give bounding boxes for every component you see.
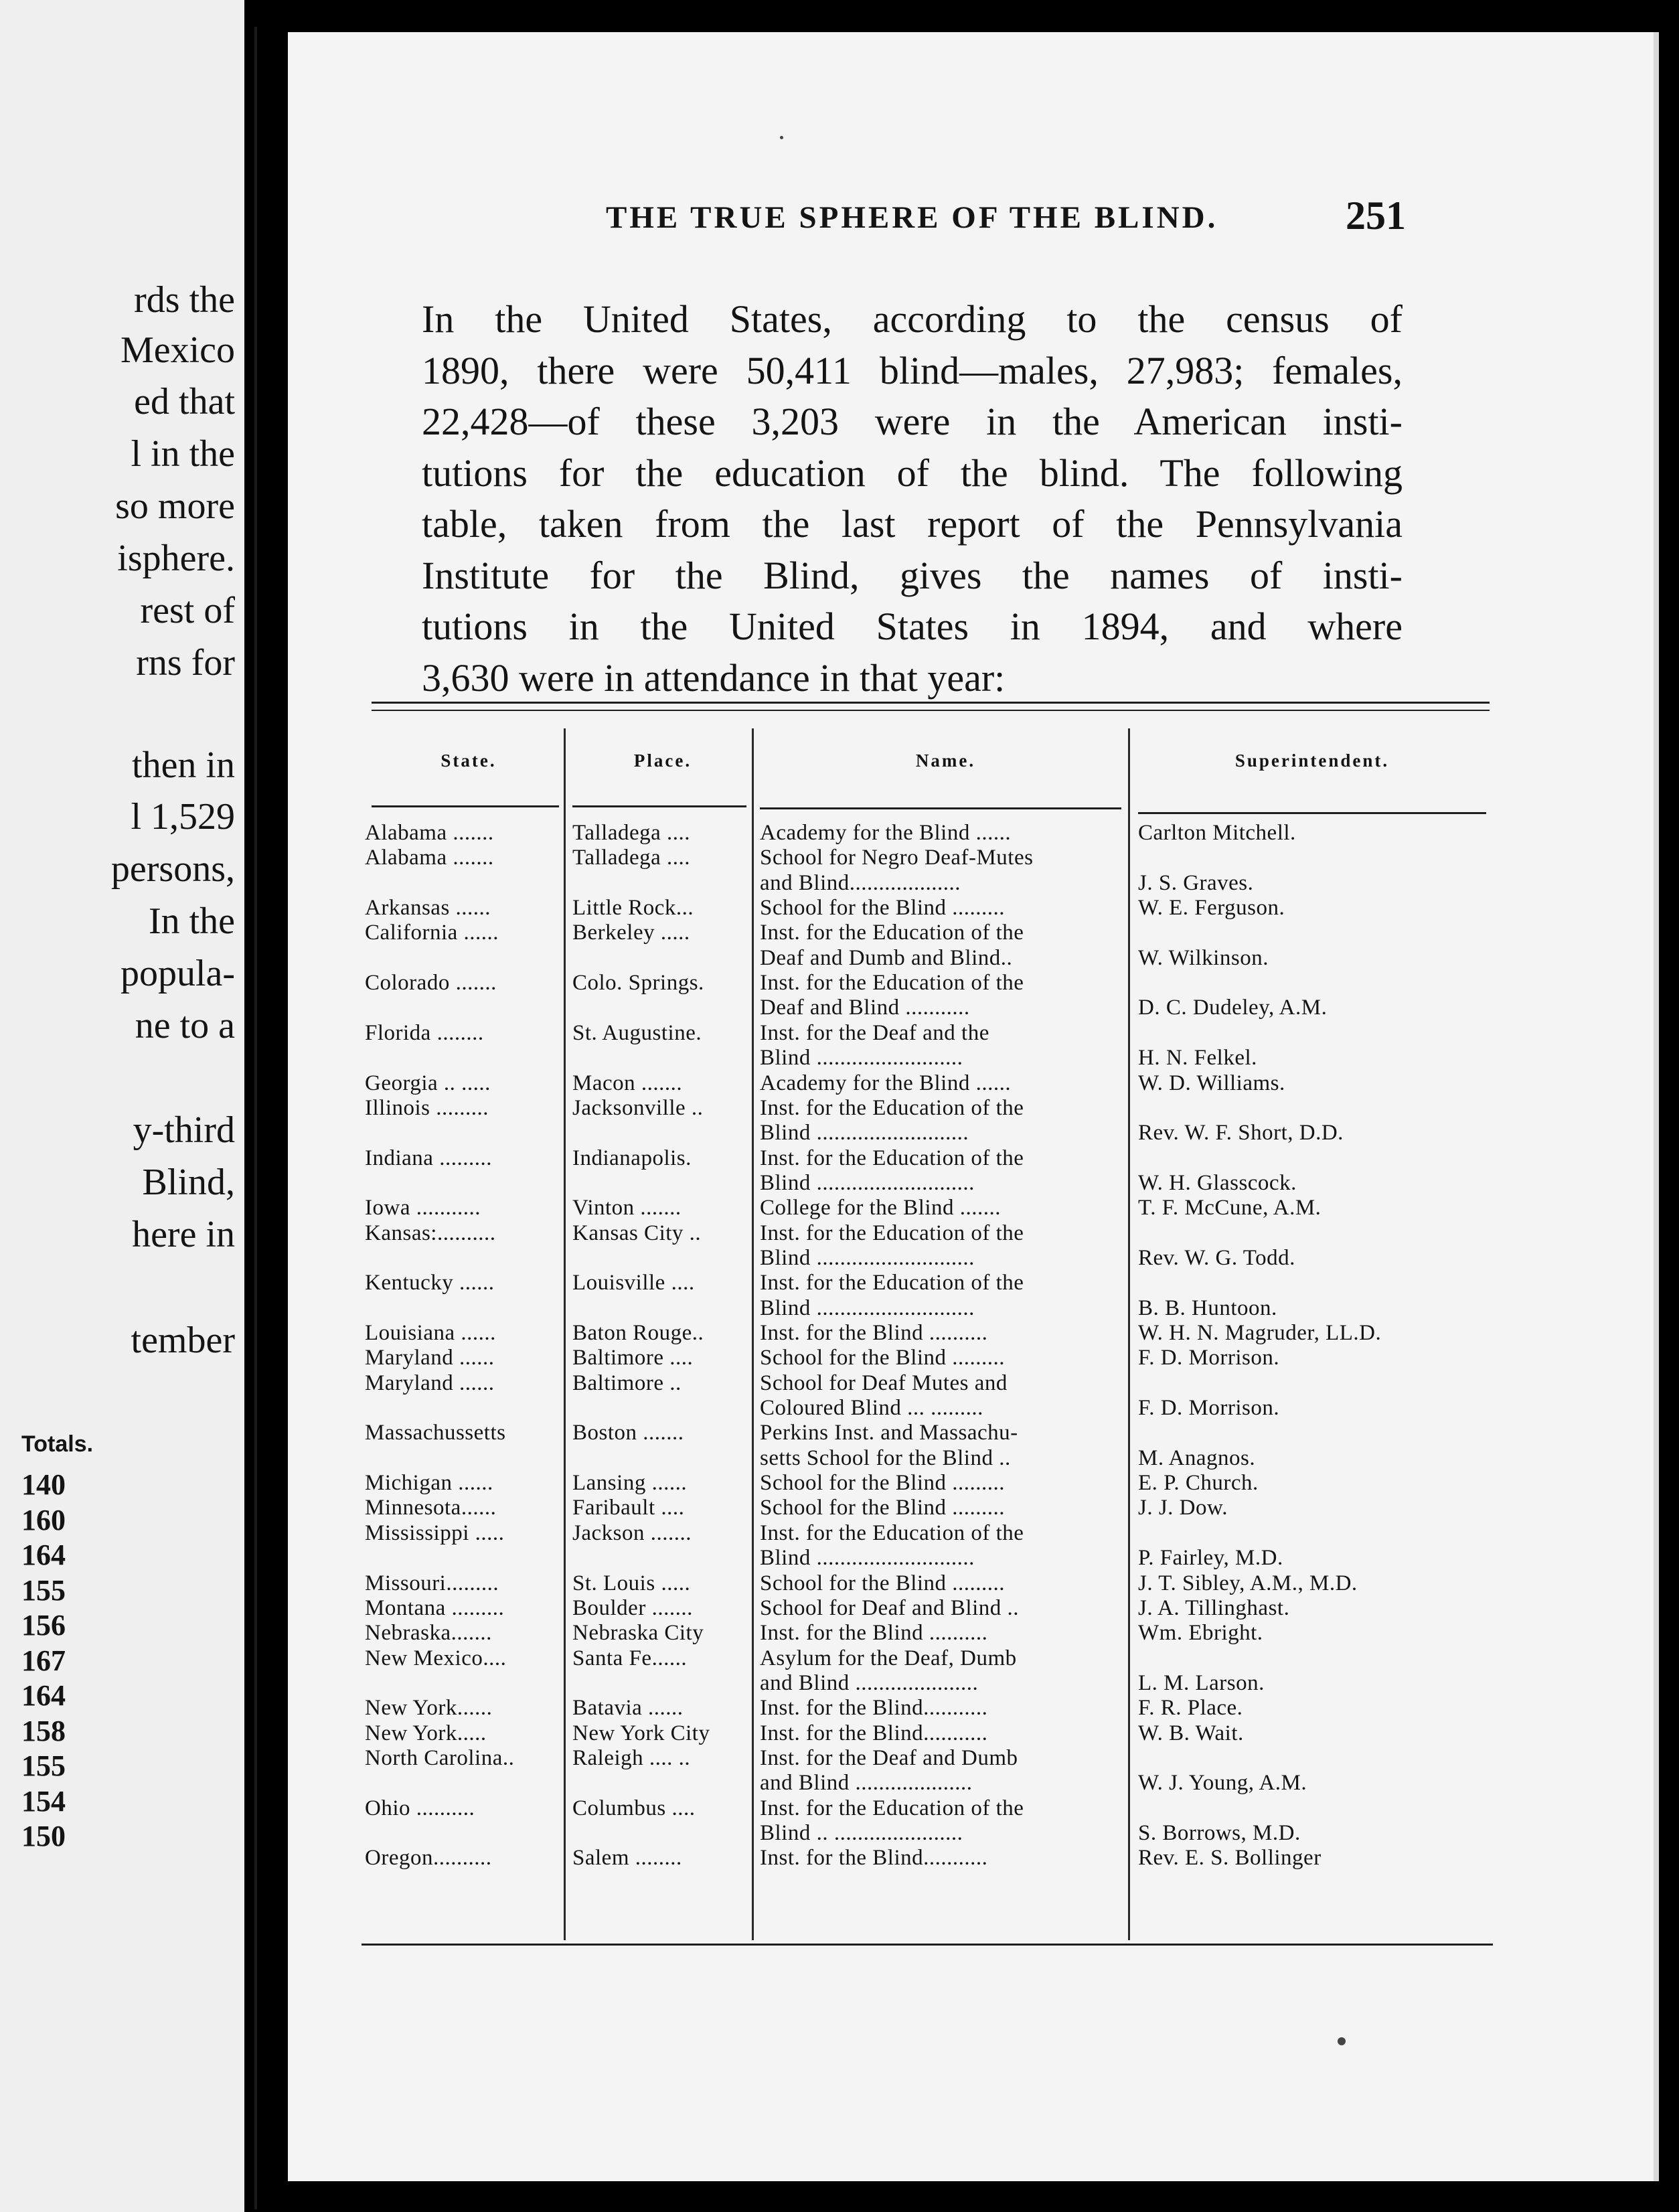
facing-page-line: here in <box>132 1214 235 1255</box>
superintendent-cell: W. H. Glasscock. <box>1138 1170 1297 1195</box>
state-cell: Missouri......... <box>365 1571 499 1595</box>
place-cell: Boulder ....... <box>572 1595 693 1620</box>
superintendent-cell: Carlton Mitchell. <box>1138 821 1296 845</box>
name-cell: and Blind................... <box>760 870 961 895</box>
superintendent-cell: E. P. Church. <box>1138 1471 1259 1496</box>
state-cell: North Carolina.. <box>365 1745 515 1770</box>
facing-page-line: l in the <box>131 433 235 475</box>
name-cell: Blind ........................... <box>760 1546 975 1571</box>
name-cell: Academy for the Blind ...... <box>760 821 1012 845</box>
place-cell: Vinton ....... <box>572 1196 682 1220</box>
name-cell: Inst. for the Education of the <box>760 1220 1024 1245</box>
superintendent-cell: Rev. W. F. Short, D.D. <box>1138 1121 1344 1146</box>
name-cell: Inst. for the Blind .......... <box>760 1621 988 1646</box>
superintendent-cell: B. B. Huntoon. <box>1138 1295 1277 1320</box>
total-value: 155 <box>21 1573 66 1607</box>
name-cell: Blind ........................... <box>760 1295 975 1320</box>
state-cell: Arkansas ...... <box>365 896 491 921</box>
intro-line: Institute for the Blind, gives the names of insti- <box>422 553 1403 597</box>
intro-line: In the United States, according to the census of <box>422 297 1403 341</box>
name-cell: Inst. for the Education of the <box>760 1095 1024 1120</box>
print-speck <box>780 136 783 139</box>
name-cell: School for the Blind ......... <box>760 1471 1006 1496</box>
state-cell: Florida ........ <box>365 1020 484 1045</box>
place-cell: Santa Fe...... <box>572 1646 688 1670</box>
state-cell: Iowa ........... <box>365 1196 481 1220</box>
place-cell: Lansing ...... <box>572 1471 688 1496</box>
superintendent-cell: F. R. Place. <box>1138 1696 1243 1721</box>
name-cell: Asylum for the Deaf, Dumb <box>760 1646 1017 1670</box>
state-cell: Michigan ...... <box>365 1471 493 1496</box>
header-name: Name. <box>915 750 976 771</box>
facing-page-line: ed that <box>134 381 235 422</box>
superintendent-cell: W. E. Ferguson. <box>1138 896 1285 921</box>
place-cell: Louisville .... <box>572 1271 695 1295</box>
superintendent-cell: Rev. E. S. Bollinger <box>1138 1846 1322 1871</box>
superintendent-cell: J. S. Graves. <box>1138 870 1254 895</box>
header-state: State. <box>441 750 497 771</box>
intro-line: 3,630 were in attendance in that year: <box>422 655 1006 700</box>
place-cell: Little Rock... <box>572 896 694 921</box>
intro-line: 22,428—of these 3,203 were in the American insti- <box>422 400 1403 443</box>
state-cell: Kansas:.......... <box>365 1220 496 1245</box>
name-cell: Deaf and Blind ........... <box>760 996 970 1020</box>
state-cell: New York...... <box>365 1696 493 1721</box>
name-cell: School for the Blind ......... <box>760 896 1006 921</box>
superintendent-cell: J. A. Tillinghast. <box>1138 1595 1290 1620</box>
place-cell: Talladega .... <box>572 846 691 870</box>
place-cell: Baltimore .. <box>572 1370 682 1395</box>
name-cell: Inst. for the Education of the <box>760 1796 1024 1820</box>
superintendent-cell: W. D. Williams. <box>1138 1071 1285 1095</box>
place-cell: Baton Rouge.. <box>572 1321 704 1345</box>
place-cell: Raleigh .... .. <box>572 1745 691 1770</box>
state-cell: Indiana ......... <box>365 1146 492 1170</box>
place-cell: Indianapolis. <box>572 1146 692 1170</box>
superintendent-cell: F. D. Morrison. <box>1138 1396 1280 1421</box>
state-cell: Alabama ....... <box>365 846 494 870</box>
page-number: 251 <box>1346 193 1406 238</box>
total-value: 158 <box>21 1714 66 1747</box>
superintendent-cell: T. F. McCune, A.M. <box>1138 1196 1322 1220</box>
running-head: THE TRUE SPHERE OF THE BLIND. <box>606 200 1218 235</box>
superintendent-cell: W. H. N. Magruder, LL.D. <box>1138 1321 1382 1345</box>
total-value: 150 <box>21 1820 66 1852</box>
place-cell: Columbus .... <box>572 1796 696 1820</box>
facing-page-line: In the <box>148 900 235 942</box>
table-top-rule <box>372 702 1490 704</box>
place-cell: Salem ........ <box>572 1846 682 1871</box>
superintendent-cell: W. Wilkinson. <box>1138 945 1269 970</box>
superintendent-cell: J. J. Dow. <box>1138 1496 1228 1520</box>
superintendent-cell: J. T. Sibley, A.M., M.D. <box>1138 1571 1358 1595</box>
name-cell: Coloured Blind ... ......... <box>760 1396 983 1421</box>
name-cell: Deaf and Dumb and Blind.. <box>760 945 1013 970</box>
name-cell: School for Deaf and Blind .. <box>760 1595 1020 1620</box>
facing-page-line: Blind, <box>142 1162 235 1203</box>
header-place: Place. <box>633 750 692 771</box>
state-cell: Alabama ....... <box>365 821 494 845</box>
name-cell: Blind .......................... <box>760 1121 969 1146</box>
total-value: 167 <box>21 1644 66 1677</box>
name-cell: School for the Blind ......... <box>760 1571 1006 1595</box>
place-cell: Faribault .... <box>572 1496 685 1520</box>
name-cell: setts School for the Blind .. <box>760 1445 1011 1470</box>
superintendent-cell: L. M. Larson. <box>1138 1670 1265 1695</box>
superintendent-cell: S. Borrows, M.D. <box>1138 1821 1301 1845</box>
intro-line: 1890, there were 50,411 blind—males, 27,983; females, <box>422 348 1403 392</box>
facing-page-line: ne to a <box>135 1005 235 1046</box>
state-cell: Minnesota...... <box>365 1496 497 1520</box>
state-cell: Mississippi ..... <box>365 1520 505 1545</box>
name-cell: Inst. for the Education of the <box>760 1271 1024 1295</box>
name-cell: School for Deaf Mutes and <box>760 1370 1008 1395</box>
facing-page-line: tember <box>131 1320 235 1361</box>
name-cell: School for Negro Deaf-Mutes <box>760 846 1034 870</box>
name-cell: School for the Blind ......... <box>760 1346 1006 1370</box>
facing-page-line: then in <box>132 744 235 786</box>
name-cell: Blind ........................... <box>760 1245 975 1270</box>
facing-page-line: y-third <box>133 1109 235 1151</box>
place-cell: Jacksonville .. <box>572 1095 704 1120</box>
state-cell: Kentucky ...... <box>365 1271 495 1295</box>
superintendent-cell: M. Anagnos. <box>1138 1445 1256 1470</box>
place-cell: Nebraska City <box>572 1621 704 1646</box>
place-cell: Kansas City .. <box>572 1220 702 1245</box>
superintendent-cell: F. D. Morrison. <box>1138 1346 1280 1370</box>
total-value: 164 <box>21 1679 66 1712</box>
name-cell: Academy for the Blind ...... <box>760 1071 1012 1095</box>
page <box>288 32 1654 2181</box>
state-cell: Illinois ......... <box>365 1095 489 1120</box>
state-cell: Oregon.......... <box>365 1846 492 1871</box>
table-top-rule-2 <box>372 710 1490 711</box>
header-underline-place <box>572 805 746 807</box>
name-cell: Blind ........................... <box>760 1170 975 1195</box>
intro-line: table, taken from the last report of the Pennsylvania <box>422 502 1403 546</box>
page-edge <box>1654 32 1659 2181</box>
name-cell: Blind ......................... <box>760 1046 963 1071</box>
name-cell: Inst. for the Deaf and the <box>760 1020 989 1045</box>
state-cell: Ohio .......... <box>365 1796 475 1820</box>
print-speck <box>1338 2037 1346 2045</box>
name-cell: and Blind .................... <box>760 1771 973 1796</box>
state-cell: New York..... <box>365 1721 487 1745</box>
place-cell: Boston ....... <box>572 1421 684 1445</box>
name-cell: and Blind ..................... <box>760 1670 979 1695</box>
name-cell: Inst. for the Blind........... <box>760 1846 988 1871</box>
facing-page-line: l 1,529 <box>131 796 235 838</box>
facing-page-line: isphere. <box>117 538 235 579</box>
state-cell: Louisiana ...... <box>365 1321 496 1345</box>
state-cell: Montana ......... <box>365 1595 505 1620</box>
state-cell: New Mexico.... <box>365 1646 507 1670</box>
superintendent-cell: D. C. Dudeley, A.M. <box>1138 996 1328 1020</box>
superintendent-cell: W. J. Young, A.M. <box>1138 1771 1307 1796</box>
state-cell: Massachussetts <box>365 1421 506 1445</box>
facing-page-line: Mexico <box>120 329 235 371</box>
name-cell: Inst. for the Education of the <box>760 1146 1024 1170</box>
facing-page-line: so more <box>115 485 235 527</box>
superintendent-cell: P. Fairley, M.D. <box>1138 1546 1283 1571</box>
state-cell: Colorado ....... <box>365 971 497 996</box>
total-value: 154 <box>21 1784 66 1818</box>
name-cell: School for the Blind ......... <box>760 1496 1006 1520</box>
place-cell: Batavia ...... <box>572 1696 684 1721</box>
place-cell: New York City <box>572 1721 710 1745</box>
name-cell: Inst. for the Blind........... <box>760 1721 988 1745</box>
total-value: 140 <box>21 1468 66 1501</box>
place-cell: Berkeley ..... <box>572 921 690 945</box>
place-cell: Talladega .... <box>572 821 691 845</box>
facing-page-line: rds the <box>134 279 235 321</box>
superintendent-cell: W. B. Wait. <box>1138 1721 1244 1745</box>
place-cell: Jackson ....... <box>572 1520 692 1545</box>
total-value: 164 <box>21 1538 66 1571</box>
state-cell: California ...... <box>365 921 499 945</box>
place-cell: Colo. Springs. <box>572 971 704 996</box>
place-cell: St. Augustine. <box>572 1020 702 1045</box>
state-cell: Nebraska....... <box>365 1621 492 1646</box>
state-cell: Maryland ...... <box>365 1346 495 1370</box>
book-gutter <box>254 27 257 2209</box>
superintendent-cell: H. N. Felkel. <box>1138 1046 1257 1071</box>
superintendent-cell: Rev. W. G. Todd. <box>1138 1245 1295 1270</box>
name-cell: Inst. for the Education of the <box>760 971 1024 996</box>
state-cell: Maryland ...... <box>365 1370 495 1395</box>
total-value: 156 <box>21 1609 66 1642</box>
intro-line: tutions in the United States in 1894, and where <box>422 605 1403 648</box>
state-cell: Georgia .. ..... <box>365 1071 491 1095</box>
total-value: 160 <box>21 1503 66 1536</box>
header-underline-superintendent <box>1138 812 1486 814</box>
name-cell: Inst. for the Education of the <box>760 1520 1024 1545</box>
name-cell: Inst. for the Deaf and Dumb <box>760 1745 1018 1770</box>
name-cell: Inst. for the Blind .......... <box>760 1321 988 1345</box>
superintendent-cell: Wm. Ebright. <box>1138 1621 1263 1646</box>
place-cell: Macon ....... <box>572 1071 683 1095</box>
facing-page-line: rns for <box>136 642 235 684</box>
total-value: 155 <box>21 1749 66 1782</box>
name-cell: College for the Blind ....... <box>760 1196 1002 1220</box>
header-underline-name <box>760 807 1121 809</box>
name-cell: Inst. for the Education of the <box>760 921 1024 945</box>
facing-page-line: popula- <box>120 953 235 994</box>
name-cell: Blind .. ...................... <box>760 1821 963 1845</box>
place-cell: Baltimore .... <box>572 1346 694 1370</box>
header-underline-state <box>372 805 559 807</box>
facing-page-fragment <box>0 0 244 2212</box>
totals-label: Totals. <box>21 1431 94 1457</box>
name-cell: Inst. for the Blind........... <box>760 1696 988 1721</box>
intro-line: tutions for the education of the blind. The following <box>422 451 1403 495</box>
name-cell: Perkins Inst. and Massachu- <box>760 1421 1018 1445</box>
facing-page-line: persons, <box>110 848 235 890</box>
header-superintendent: Superintendent. <box>1234 750 1390 771</box>
table-bottom-rule <box>362 1944 1493 1946</box>
place-cell: St. Louis ..... <box>572 1571 691 1595</box>
facing-page-line: rest of <box>140 590 235 631</box>
